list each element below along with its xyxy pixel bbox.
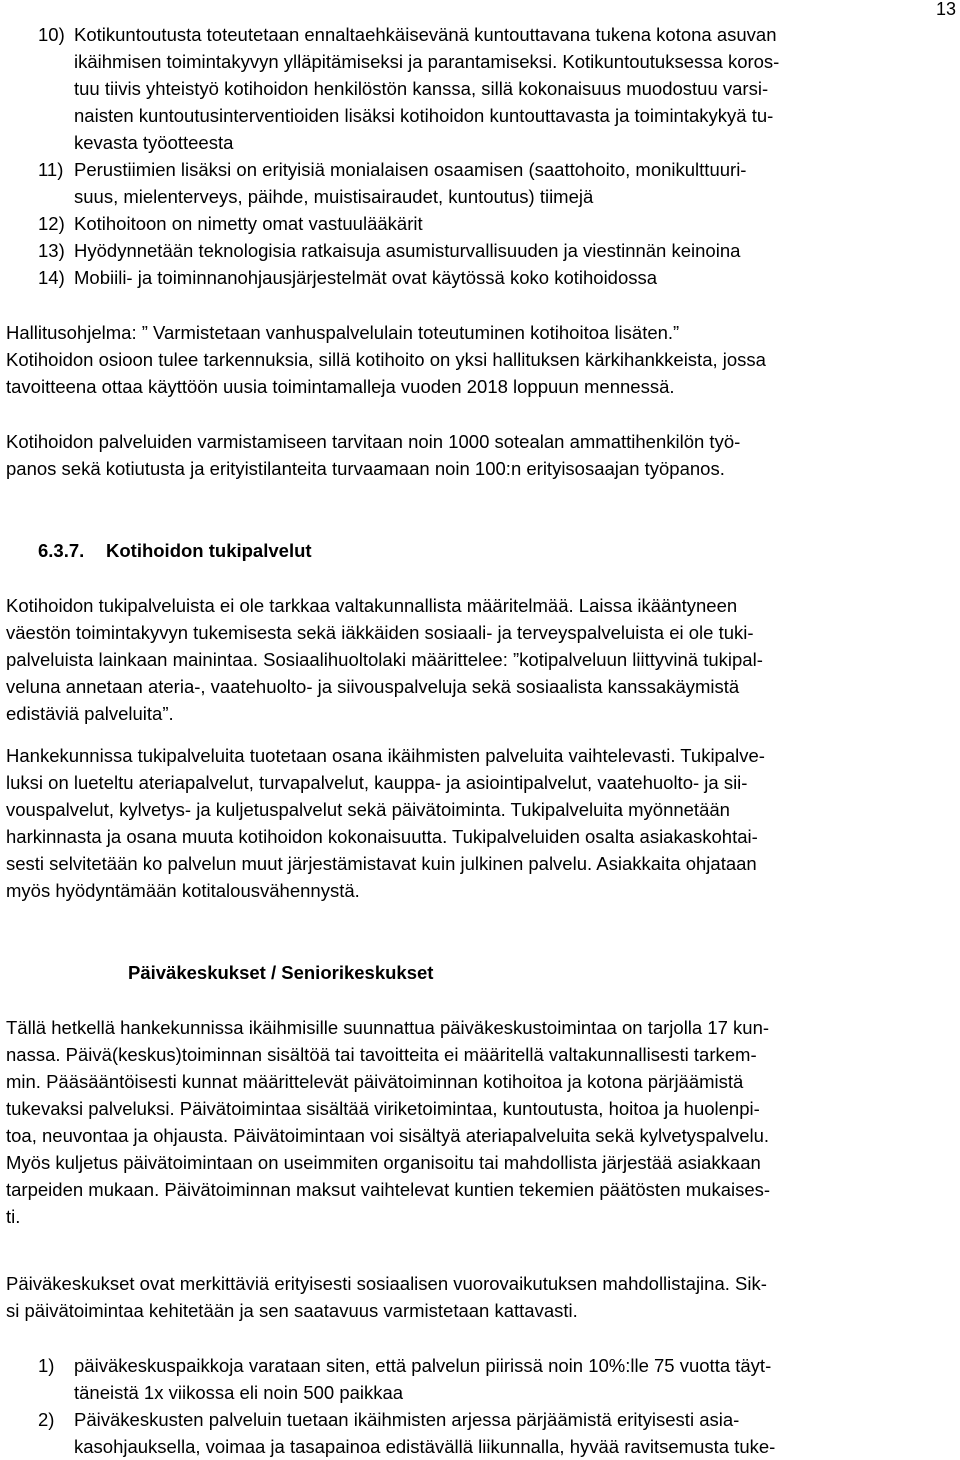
paragraph-line: luksi on lueteltu ateriapalvelut, turvapalvelut, kauppa- ja asiointipalvelut, vaatehuolto- ja sii- bbox=[6, 772, 748, 793]
list-text-line: kasohjauksella, voimaa ja tasapainoa edistävällä liikunnalla, hyvää ravitsemusta tuke- bbox=[74, 1436, 776, 1457]
paragraph-line: tavoitteena ottaa käyttöön uusia toimintamalleja vuoden 2018 loppuun mennessä. bbox=[6, 376, 675, 397]
list-text-line: päiväkeskuspaikkoja varataan siten, että palvelun piirissä noin 10%:lle 75 vuotta täyt- bbox=[74, 1355, 772, 1376]
paragraph-line: vouspalvelut, kylvetys- ja kuljetuspalvelut sekä päivätoiminta. Tukipalveluita myönnetään bbox=[6, 799, 730, 820]
list-number: 12) bbox=[38, 213, 65, 234]
paragraph-line: edistäviä palveluita”. bbox=[6, 703, 174, 724]
list-number: 13) bbox=[38, 240, 65, 261]
list-text-line: ikäihmisen toimintakyvyn ylläpitämiseksi ja parantamiseksi. Kotikuntoutuksessa koros- bbox=[74, 51, 780, 72]
paragraph-line: Kotihoidon osioon tulee tarkennuksia, sillä kotihoito on yksi hallituksen kärkihankkeista, jossa bbox=[6, 349, 766, 370]
paragraph-line: palveluista lainkaan mainintaa. Sosiaalihuoltolaki määrittelee: ”kotipalveluun liittyvinä tukipal- bbox=[6, 649, 763, 670]
list-text-line: tuu tiivis yhteistyö kotihoidon henkilöstön kanssa, sillä kokonaisuus muodostuu varsi- bbox=[74, 78, 769, 99]
list-number: 10) bbox=[38, 24, 65, 45]
list-number: 11) bbox=[38, 159, 64, 180]
paragraph-line: Myös kuljetus päivätoimintaan on useimmiten organisoitu tai mahdollista järjestää asiakkaan bbox=[6, 1152, 761, 1173]
list-text-line: Kotihoitoon on nimetty omat vastuulääkärit bbox=[74, 213, 423, 234]
paragraph-line: väestön toimintakyvyn tukemisesta sekä iäkkäiden sosiaali- ja terveyspalveluista ei ole tuki- bbox=[6, 622, 754, 643]
paragraph-line: harkinnasta ja osana muuta kotihoidon kokonaisuutta. Tukipalveluiden osalta asiakaskohtai- bbox=[6, 826, 758, 847]
paragraph-line: nassa. Päivä(keskus)toiminnan sisältöä tai tavoitteita ei määritellä valtakunnallisesti tarkem- bbox=[6, 1044, 757, 1065]
paragraph-line: panos sekä kotiutusta ja erityistilanteita turvaamaan noin 100:n erityisosaajan työpanos. bbox=[6, 458, 725, 479]
paragraph-line: Kotihoidon palveluiden varmistamiseen tarvitaan noin 1000 sotealan ammattihenkilön työ- bbox=[6, 431, 741, 452]
list-number: 1) bbox=[38, 1355, 55, 1376]
paragraph-line: Hankekunnissa tukipalveluita tuotetaan osana ikäihmisten palveluita vaihtelevasti. Tukipalve- bbox=[6, 745, 765, 766]
paragraph-line: Kotihoidon tukipalveluista ei ole tarkkaa valtakunnallista määritelmää. Laissa ikääntyneen bbox=[6, 595, 738, 616]
list-text-line: Mobiili- ja toiminnanohjausjärjestelmät ovat käytössä koko kotihoidossa bbox=[74, 267, 658, 288]
list-number: 14) bbox=[38, 267, 65, 288]
list-text-line: Kotikuntoutusta toteutetaan ennaltaehkäisevänä kuntouttavana tukena kotona asuvan bbox=[74, 24, 777, 45]
paragraph-line: toa, neuvontaa ja ohjausta. Päivätoimintaan voi sisältyä ateriapalveluita sekä kylvetyspalvelu. bbox=[6, 1125, 770, 1146]
section-title: Kotihoidon tukipalvelut bbox=[106, 540, 312, 561]
paragraph-line: veluna annetaan ateria-, vaatehuolto- ja siivouspalveluja sekä sosiaalista kanssakäymistä bbox=[6, 676, 740, 697]
list-text-line: suus, mielenterveys, päihde, muistisairaudet, kuntoutus) tiimejä bbox=[74, 186, 594, 207]
paragraph-line: ti. bbox=[6, 1206, 21, 1227]
paragraph-line: myös hyödyntämään kotitalousvähennystä. bbox=[6, 880, 360, 901]
list-text-line: täneistä 1x viikossa eli noin 500 paikkaa bbox=[74, 1382, 404, 1403]
paragraph-line: min. Pääsääntöisesti kunnat määrittelevät päivätoiminnan kotihoitoa ja kotona pärjäämistä bbox=[6, 1071, 744, 1092]
list-number: 2) bbox=[38, 1409, 55, 1430]
list-text-line: kevasta työotteesta bbox=[74, 132, 234, 153]
list-text-line: Perustiimien lisäksi on erityisiä monialaisen osaamisen (saattohoito, monikulttuuri- bbox=[74, 159, 747, 180]
section-number: 6.3.7. bbox=[38, 540, 85, 561]
page-number: 13 bbox=[935, 0, 956, 19]
list-text-line: naisten kuntoutusinterventioiden lisäksi kotihoidon kuntouttavasta ja toimintakykyä tu- bbox=[74, 105, 774, 126]
list-text-line: Hyödynnetään teknologisia ratkaisuja asumisturvallisuuden ja viestinnän keinoina bbox=[74, 240, 741, 261]
paragraph-line: Tällä hetkellä hankekunnissa ikäihmisille suunnattua päiväkeskustoimintaa on tarjolla 17 kun- bbox=[6, 1017, 770, 1038]
paragraph-line: si päivätoimintaa kehitetään ja sen saatavuus varmistetaan kattavasti. bbox=[6, 1300, 578, 1321]
subsection-title: Päiväkeskukset / Seniorikeskukset bbox=[128, 962, 434, 983]
list-text-line: Päiväkeskusten palveluin tuetaan ikäihmisten arjessa pärjäämistä erityisesti asia- bbox=[74, 1409, 740, 1430]
paragraph-line: Päiväkeskukset ovat merkittäviä erityisesti sosiaalisen vuorovaikutuksen mahdollistajina. Sik- bbox=[6, 1273, 767, 1294]
paragraph-line: tukevaksi palveluksi. Päivätoimintaa sisältää viriketoimintaa, kuntoutusta, hoitoa ja huolenpi- bbox=[6, 1098, 760, 1119]
paragraph-line: sesti selvitetään ko palvelun muut järjestämistavat kuin julkinen palvelu. Asiakkaita ohjataan bbox=[6, 853, 757, 874]
paragraph-line: Hallitusohjelma: ” Varmistetaan vanhuspalvelulain toteutuminen kotihoitoa lisäten.” bbox=[6, 322, 680, 343]
paragraph-line: tarpeiden mukaan. Päivätoiminnan maksut vaihtelevat kuntien tekemien päätösten mukaises- bbox=[6, 1179, 771, 1200]
